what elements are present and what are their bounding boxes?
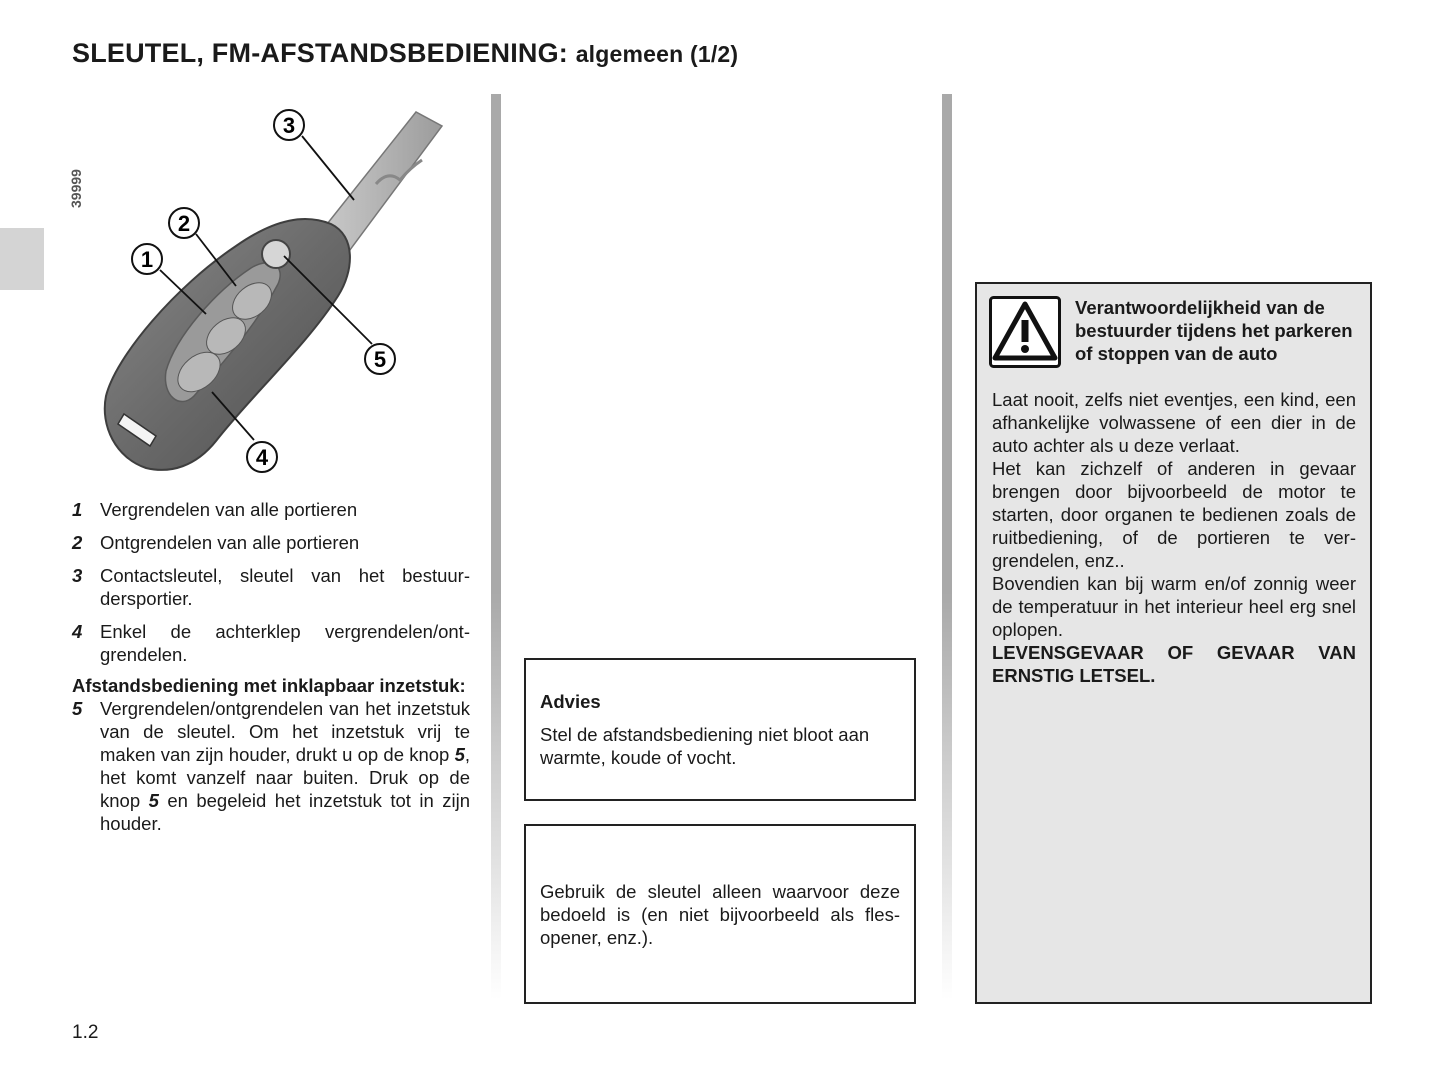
callout-1 [132, 244, 162, 274]
legend-num: 3 [72, 565, 83, 586]
callout-4 [247, 442, 277, 472]
column-divider-left [491, 94, 501, 1000]
advice-title: Advies [540, 691, 601, 712]
page-number: 1.2 [72, 1022, 99, 1043]
blade-release-button [262, 240, 290, 268]
legend-item [72, 697, 470, 835]
legend-num: 1 [72, 499, 83, 520]
legend-num: 4 [72, 621, 83, 642]
callout-5 [365, 344, 395, 374]
warning-paragraph: Het kan zichzelf of anderen in gevaar brengen door bijvoorbeeld de motor te starten, door organen te bedienen zoals de ruitbediening, of de portieren te vergrendelen, enz.. [992, 458, 1356, 571]
callout-1-label: 1 [140, 247, 154, 272]
legend-text-5a: Vergrendelen/ontgrendelen van het inzetstuk van de sleutel. Om het inzetstuk vrij te maken van zijn houder, drukt u op de knop [100, 698, 470, 765]
usage-box [524, 824, 916, 1004]
callout-4-label: 4 [255, 445, 269, 470]
legend-item [72, 531, 470, 554]
warning-danger: LEVENSGEVAAR OF GEVAAR VAN ERNSTIG LETSEL. [992, 642, 1356, 686]
legend-text: Contactsleutel, sleutel van het bestuurdersportier. [100, 565, 470, 609]
warning-title: Verantwoordelijkheid van de bestuurder tijdens het parkeren of stoppen van de auto [1075, 297, 1353, 364]
legend [72, 498, 470, 835]
callout-2-label: 2 [177, 211, 191, 236]
legend-num: 2 [72, 532, 83, 553]
title-sub: algemeen (1/2) [575, 41, 739, 67]
image-code: 39999 [68, 169, 84, 208]
warning-body [992, 388, 1356, 687]
title-main: SLEUTEL, FM-AFSTANDSBEDIENING: [72, 38, 568, 68]
warning-icon [989, 296, 1061, 368]
legend-text-5b: , het komt vanzelf naar buiten. Druk op de knop [100, 744, 470, 811]
callout-3 [274, 110, 304, 140]
column-divider-right [942, 94, 952, 1000]
advice-box [524, 658, 916, 801]
legend-text-5c: en begeleid het inzetstuk tot in zijn houder. [100, 790, 470, 834]
callout-3-label: 3 [282, 113, 296, 138]
callout-2 [169, 208, 199, 238]
remote-heading: Afstandsbediening met inklapbaar inzetstuk: [72, 675, 466, 696]
legend-text: Ontgrendelen van alle portieren [100, 532, 360, 553]
key-illustration [68, 96, 476, 486]
legend-text: Vergrendelen van alle portieren [100, 499, 358, 520]
page-title [72, 38, 738, 69]
usage-text: Gebruik de sleutel alleen waarvoor deze bedoeld is (en niet bijvoorbeeld als flesopener, enz.). [540, 881, 900, 948]
callout-5-label: 5 [373, 347, 387, 372]
button-ref: 5 [148, 790, 159, 811]
legend-item [72, 564, 470, 610]
advice-text: Stel de afstandsbediening niet bloot aan warmte, koude of vocht. [540, 724, 870, 768]
warning-box [975, 282, 1372, 1004]
key-drawing [76, 96, 476, 486]
legend-num: 5 [72, 698, 83, 719]
legend-item [72, 620, 470, 666]
warning-paragraph: Laat nooit, zelfs niet eventjes, een kind, een afhankelijke volwassene of een dier in de auto achter als u deze verlaat. [992, 389, 1356, 456]
warning-paragraph: Bovendien kan bij warm en/of zonnig weer de temperatuur in het interieur heel erg snel oplopen. [992, 573, 1356, 640]
legend-text: Enkel de achterklep vergrendelen/ontgrendelen. [100, 621, 470, 665]
section-tab [0, 228, 44, 290]
legend-item [72, 498, 470, 521]
button-ref: 5 [454, 744, 465, 765]
